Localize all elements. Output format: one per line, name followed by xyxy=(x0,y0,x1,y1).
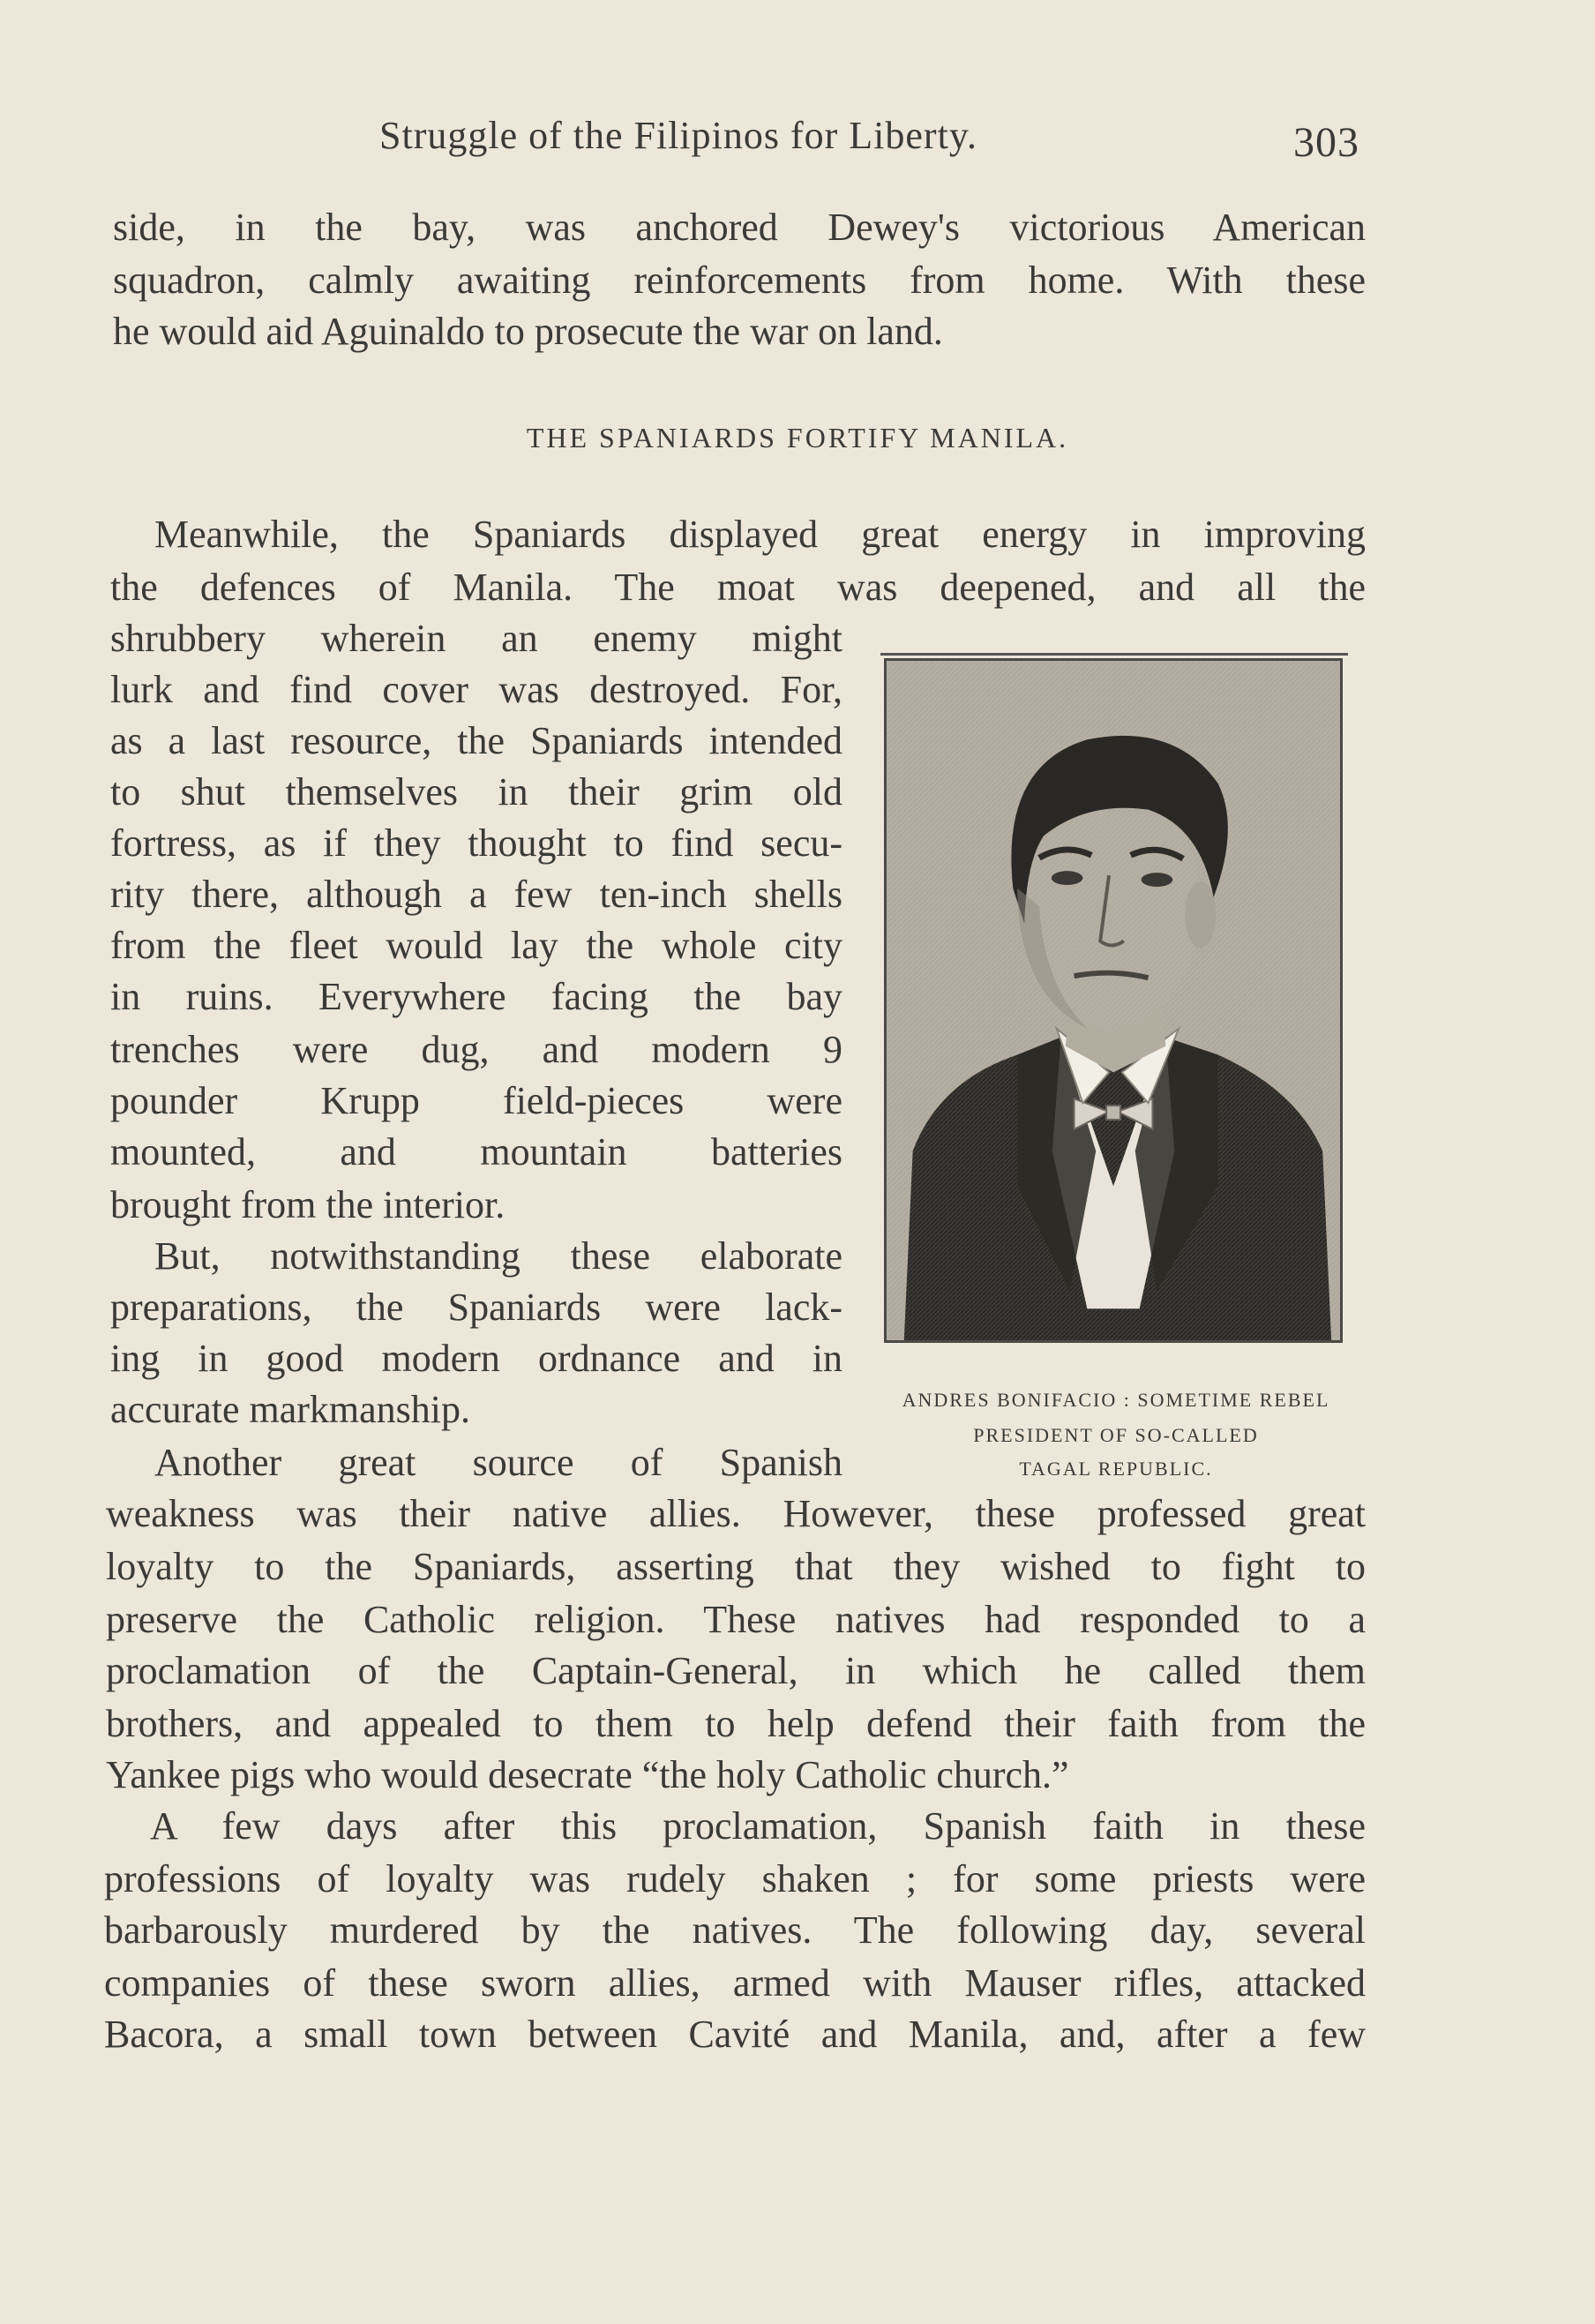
body-line: squadron, calmly awaiting reinforcements from home. With these xyxy=(113,259,1366,302)
body-line: side, in the bay, was anchored Dewey's victorious American xyxy=(113,206,1366,249)
body-line: the defences of Manila. The moat was deepened, and all the xyxy=(110,566,1366,609)
body-line: Bacora, a small town between Cavité and Manila, and, after a few xyxy=(104,2013,1366,2056)
body-line: to shut themselves in their grim old xyxy=(110,770,842,813)
body-line: loyalty to the Spaniards, asserting that they wished to fight to xyxy=(106,1545,1366,1588)
body-line: in ruins. Everywhere facing the bay xyxy=(110,975,842,1018)
figure-caption-line: ANDRES BONIFACIO : SOMETIME REBEL xyxy=(902,1389,1330,1411)
body-line: pounder Krupp field-pieces were xyxy=(110,1079,842,1122)
figure-top-rule xyxy=(880,653,1348,656)
body-line: shrubbery wherein an enemy might xyxy=(110,617,842,660)
running-header-title: Struggle of the Filipinos for Liberty. xyxy=(379,114,977,157)
body-line: But, notwithstanding these elaborate xyxy=(154,1234,842,1278)
body-line: proclamation of the Captain-General, in which he called them xyxy=(106,1649,1366,1692)
body-line: Meanwhile, the Spaniards displayed great energy in improving xyxy=(154,513,1366,556)
body-line: preserve the Catholic religion. These natives had responded to a xyxy=(106,1598,1366,1641)
portrait-engraving xyxy=(887,661,1340,1340)
body-line: fortress, as if they thought to find secu- xyxy=(110,821,842,865)
body-line: barbarously murdered by the natives. The following day, several xyxy=(104,1908,1366,1952)
figure-caption-line: TAGAL REPUBLIC. xyxy=(1019,1458,1213,1480)
section-heading: THE SPANIARDS FORTIFY MANILA. xyxy=(526,422,1069,454)
body-line: A few days after this proclamation, Spanish faith in these xyxy=(150,1804,1366,1848)
body-line: lurk and find cover was destroyed. For, xyxy=(110,668,842,711)
body-line: trenches were dug, and modern 9 xyxy=(110,1028,842,1071)
page-number: 303 xyxy=(1293,119,1359,166)
portrait-illustration xyxy=(884,658,1343,1343)
body-line: brothers, and appealed to them to help defend their faith from the xyxy=(106,1702,1366,1745)
body-line: ing in good modern ordnance and in xyxy=(110,1337,842,1380)
body-line: Another great source of Spanish xyxy=(154,1441,842,1484)
body-line: as a last resource, the Spaniards intended xyxy=(110,719,842,762)
body-line: weakness was their native allies. However, these professed great xyxy=(106,1492,1366,1535)
body-line: rity there, although a few ten-inch shells xyxy=(110,873,842,916)
figure-caption-line: PRESIDENT OF SO-CALLED xyxy=(973,1424,1259,1446)
body-line: accurate markmanship. xyxy=(110,1388,471,1431)
body-line: he would aid Aguinaldo to prosecute the war on land. xyxy=(113,310,943,353)
body-line: Yankee pigs who would desecrate “the holy Catholic church.” xyxy=(106,1753,1069,1796)
body-line: companies of these sworn allies, armed with Mauser rifles, attacked xyxy=(104,1961,1366,2005)
body-line: mounted, and mountain batteries xyxy=(110,1130,842,1173)
body-line: professions of loyalty was rudely shaken ; for some priests were xyxy=(104,1857,1366,1900)
body-line: preparations, the Spaniards were lack- xyxy=(110,1286,842,1329)
body-line: from the fleet would lay the whole city xyxy=(110,924,842,967)
body-line: brought from the interior. xyxy=(110,1183,505,1226)
